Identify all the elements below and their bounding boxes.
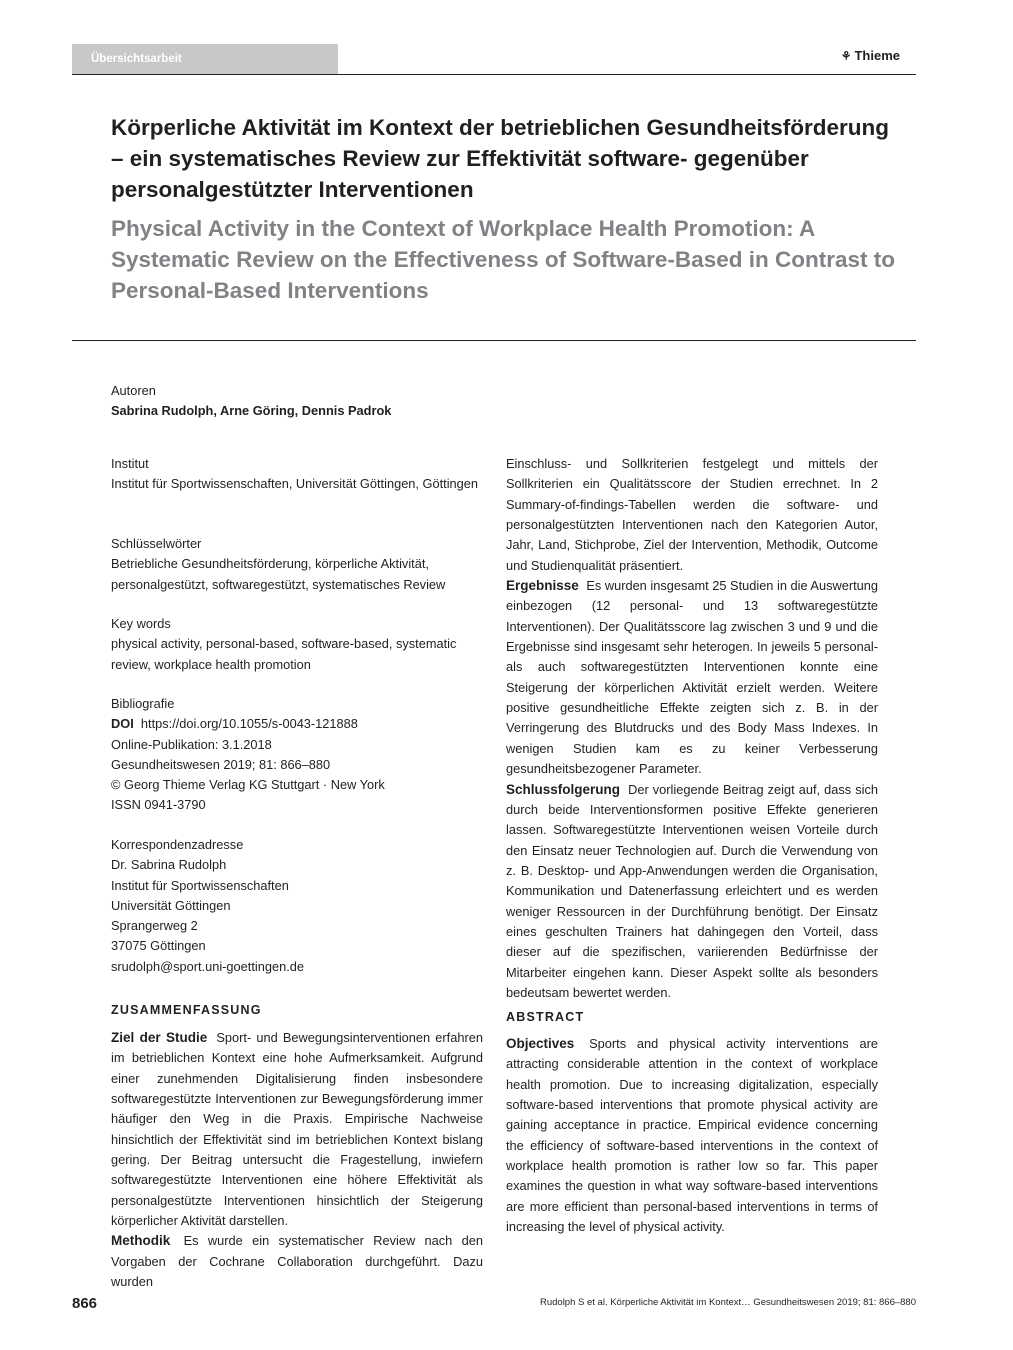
- objectives-paragraph: [506, 1034, 878, 1237]
- ergebnisse-label: Ergebnisse: [506, 578, 579, 594]
- title-divider: [72, 340, 916, 341]
- ergebnisse-paragraph: [506, 576, 878, 779]
- correspondence-line: Dr. Sabrina Rudolph: [111, 857, 227, 873]
- copyright: © Georg Thieme Verlag KG Stuttgart · New York: [111, 777, 385, 793]
- methodik-paragraph: [111, 1231, 483, 1292]
- zusammenfassung-right: [506, 454, 878, 1003]
- keywords-de-text: Betriebliche Gesundheitsförderung, körperliche Aktivität, personalgestützt, softwaregestützt, systematisches Review: [111, 556, 446, 592]
- ziel-text: Sport- und Bewegungsinterventionen erfahren im betrieblichen Kontext eine hohe Aufmerksamkeit. Aufgrund einer zunehmenden Digitalisierung finden insbesondere softwaregestützte Interventionen zur Bewegungsförderung immer häufiger den Weg in die Praxis. Empirische Nachweise hinsichtlich der Effektivität sind im betrieblichen Kontext bislang gering. Der Beitrag untersucht die Fragestellung, inwiefern softwaregestützte Interventionen eine höhere Effektivität als personalgestützte Interventionen hinsichtlich der Steigerung körperlicher Aktivität darstellen.: [111, 1030, 483, 1229]
- authors-label: Autoren: [111, 383, 156, 398]
- online-publication: Online-Publikation: 3.1.2018: [111, 736, 272, 752]
- bibliography-label: Bibliografie: [111, 696, 175, 711]
- ergebnisse-text: Es wurden insgesamt 25 Studien in die Auswertung einbezogen (12 personal- und 13 softwaregestützte Interventionen). Der Qualitätsscore lag zwischen 3 und 9 und die Ergebnisse sind insgesamt sehr heterogen. In jeweils 5 personal- als auch softwaregestützten Interventionen konnte eine Steigerung der körperlichen Aktivität erzielt werden. Weitere positive gesundheitliche Effekte zeigten sich z. B. in der Verringerung des Blutdrucks und des Body Mass Indexes. In wenigen Studien kam es zu keiner Verbesserung gesundheitsbezogener Parameter.: [506, 578, 879, 777]
- zusammenfassung-left: [111, 1028, 483, 1292]
- keywords-en-text: physical activity, personal-based, software-based, systematic review, workplace health promotion: [111, 636, 457, 672]
- thieme-logo-icon: ⚘: [840, 49, 852, 63]
- keywords-en-block: [111, 614, 483, 675]
- page-number: 866: [72, 1295, 98, 1312]
- keywords-de-label: Schlüsselwörter: [111, 536, 202, 551]
- correspondence-line: Institut für Sportwissenschaften: [111, 877, 289, 893]
- journal-reference: Gesundheitswesen 2019; 81: 866–880: [111, 756, 331, 772]
- methodik-continuation: Einschluss- und Sollkriterien festgelegt und mittels der Sollkriterien ein Qualitätsscore der Studien errechnet. In 2 Summary-of-findings-Tabellen werden die software- und personalgestützten Interventionen nach den Kategorien Autor, Jahr, Land, Stichprobe, Ziel der Intervention, Methodik, Outcome und Studienqualität präsentiert.: [506, 456, 878, 573]
- publisher-logo: [841, 48, 900, 63]
- abstract-heading: ABSTRACT: [506, 1010, 585, 1024]
- ziel-label: Ziel der Studie: [111, 1030, 208, 1045]
- correspondence-email[interactable]: srudolph@sport.uni-goettingen.de: [111, 958, 304, 974]
- publisher-name: Thieme: [854, 48, 900, 63]
- doi-link[interactable]: https://doi.org/10.1055/s-0043-121888: [140, 716, 358, 732]
- bibliography-block: [111, 694, 483, 816]
- zusammenfassung-heading: ZUSAMMENFASSUNG: [111, 1003, 262, 1017]
- correspondence-label: Korrespondenzadresse: [111, 837, 244, 852]
- issn: ISSN 0941-3790: [111, 797, 206, 813]
- authors-block: [111, 381, 483, 422]
- objectives-text: Sports and physical activity interventions are attracting considerable attention in the context of workplace health promotion. Due to increasing digitalization, especially software-based interventions that promote physical activity are gaining acceptance in practice. Empirical evidence concerning the efficiency of software-based interventions in the context of workplace health promotion is rather low so far. This paper examines the question in what way software-based interventions are more efficient than personal-based interventions in terms of increasing the level of physical activity.: [506, 1036, 878, 1235]
- correspondence-line: Sprangerweg 2: [111, 918, 198, 934]
- methodik-text: Es wurde ein systematischer Review nach den Vorgaben der Cochrane Collaboration durchgeführt. Dazu wurden: [111, 1233, 483, 1290]
- keywords-de-block: [111, 534, 483, 595]
- section-label: Übersichtsarbeit: [72, 44, 338, 74]
- methodik-label: Methodik: [111, 1233, 171, 1249]
- schluss-text: Der vorliegende Beitrag zeigt auf, dass sich durch beide Interventionsformen positive Effekte generieren lassen. Softwaregestützte Interventionen weisen Vorteile durch den Einsatz neuer Technologien auf. Durch die Verwendung von z. B. Desktop- und App-Anwendungen werden die Organisation, Kommunikation und Datenerfassung erleichtert und es werden weniger Ressourcen in der Durchführung benötigt. Der Einsatz eines geschulten Trainers hat dahingegen den Vorteil, dass dieser auf die spezifischen, variierenden Bedürfnisse der Mitarbeiter eingehen kann. Dieser Aspekt sollte als besonders bedeutsam bewertet werden.: [506, 781, 879, 1000]
- ziel-paragraph: [111, 1028, 483, 1231]
- correspondence-line: 37075 Göttingen: [111, 938, 206, 954]
- institute-label: Institut: [111, 456, 149, 471]
- footer-citation: Rudolph S et al. Körperliche Aktivität im Kontext… Gesundheitswesen 2019; 81: 866–880: [539, 1297, 916, 1308]
- header-divider: [72, 74, 916, 75]
- keywords-en-label: Key words: [111, 616, 171, 631]
- abstract-body: [506, 1034, 878, 1237]
- institute-block: [111, 454, 483, 495]
- doi-label: DOI: [111, 716, 134, 732]
- institute-text: Institut für Sportwissenschaften, Universität Göttingen, Göttingen: [111, 476, 479, 492]
- objectives-label: Objectives: [506, 1036, 575, 1051]
- title-english: Physical Activity in the Context of Workplace Health Promotion: A Systematic Review on the Effectiveness of Software-Based in Contrast to Personal-Based Interventions: [111, 216, 895, 303]
- authors-names: Sabrina Rudolph, Arne Göring, Dennis Padrok: [111, 403, 392, 419]
- schluss-label: Schlussfolgerung: [506, 781, 621, 797]
- correspondence-block: [111, 835, 483, 977]
- title-german: Körperliche Aktivität im Kontext der betrieblichen Gesundheitsförderung – ein systematisches Review zur Effektivität software- gegenüber personalgestützter Interventionen: [111, 115, 890, 202]
- schluss-paragraph: [506, 780, 878, 1004]
- correspondence-line: Universität Göttingen: [111, 897, 231, 913]
